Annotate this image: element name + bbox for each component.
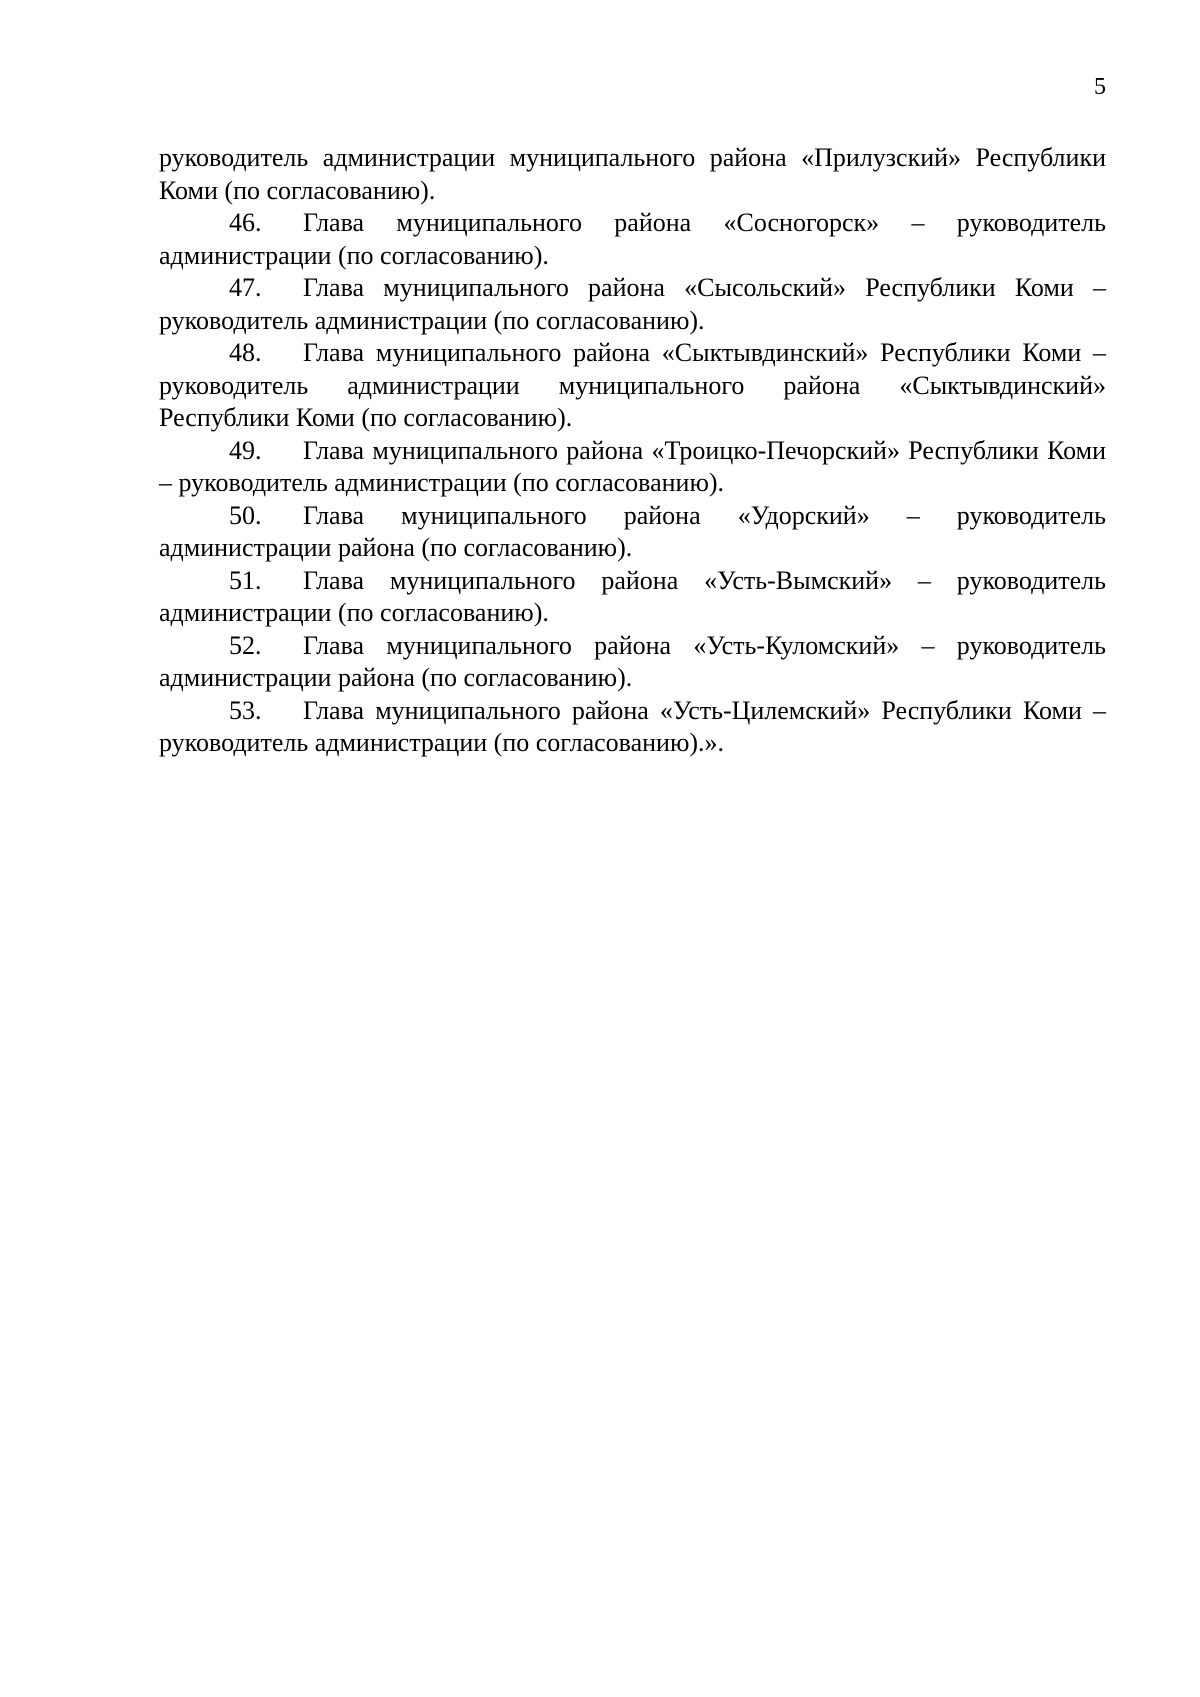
item-text: Глава муниципального района «Троицко-Печорский» Республики Коми – руководитель администрации (по согласованию). [159, 435, 1106, 497]
item-number: 49. [229, 435, 262, 465]
item-text: Глава муниципального района «Сосногорск» – руководитель администрации (по согласованию). [159, 208, 1106, 270]
item-number: 53. [229, 695, 262, 725]
item-text: Глава муниципального района «Усть-Вымский» – руководитель администрации (по согласованию). [159, 565, 1106, 627]
item-text: Глава муниципального района «Удорский» – руководитель администрации района (по согласованию). [159, 500, 1106, 562]
list-item-49 [159, 435, 1106, 500]
item-number: 52. [229, 630, 262, 660]
item-number: 47. [229, 273, 262, 302]
item-number: 48. [229, 338, 262, 367]
item-text: Глава муниципального района «Усть-Цилемский» Республики Коми – руководитель администрации (по согласованию).». [159, 695, 1106, 757]
item-number: 50. [229, 500, 262, 530]
list-item-53 [159, 695, 1106, 760]
item-number: 46. [229, 208, 262, 237]
item-text: Глава муниципального района «Усть-Куломский» – руководитель администрации района (по согласованию). [159, 630, 1106, 692]
item-text: Глава муниципального района «Сысольский» Республики Коми – руководитель администрации (по согласованию). [159, 273, 1106, 335]
list-item-50 [159, 500, 1106, 565]
list-item-52 [159, 630, 1106, 695]
document-body [159, 142, 1106, 760]
item-text: Глава муниципального района «Сыктывдинский» Республики Коми – руководитель администрации муниципального района «Сыктывдинский» Республики Коми (по согласованию). [159, 338, 1106, 432]
list-item-48 [159, 337, 1106, 435]
page-number: 5 [1094, 74, 1106, 100]
list-item-51 [159, 565, 1106, 630]
continuation-paragraph: руководитель администрации муниципального района «Прилузский» Республики Коми (по согласованию). [159, 143, 1106, 205]
list-item-47 [159, 272, 1106, 337]
item-number: 51. [229, 565, 262, 595]
list-item-46 [159, 207, 1106, 272]
